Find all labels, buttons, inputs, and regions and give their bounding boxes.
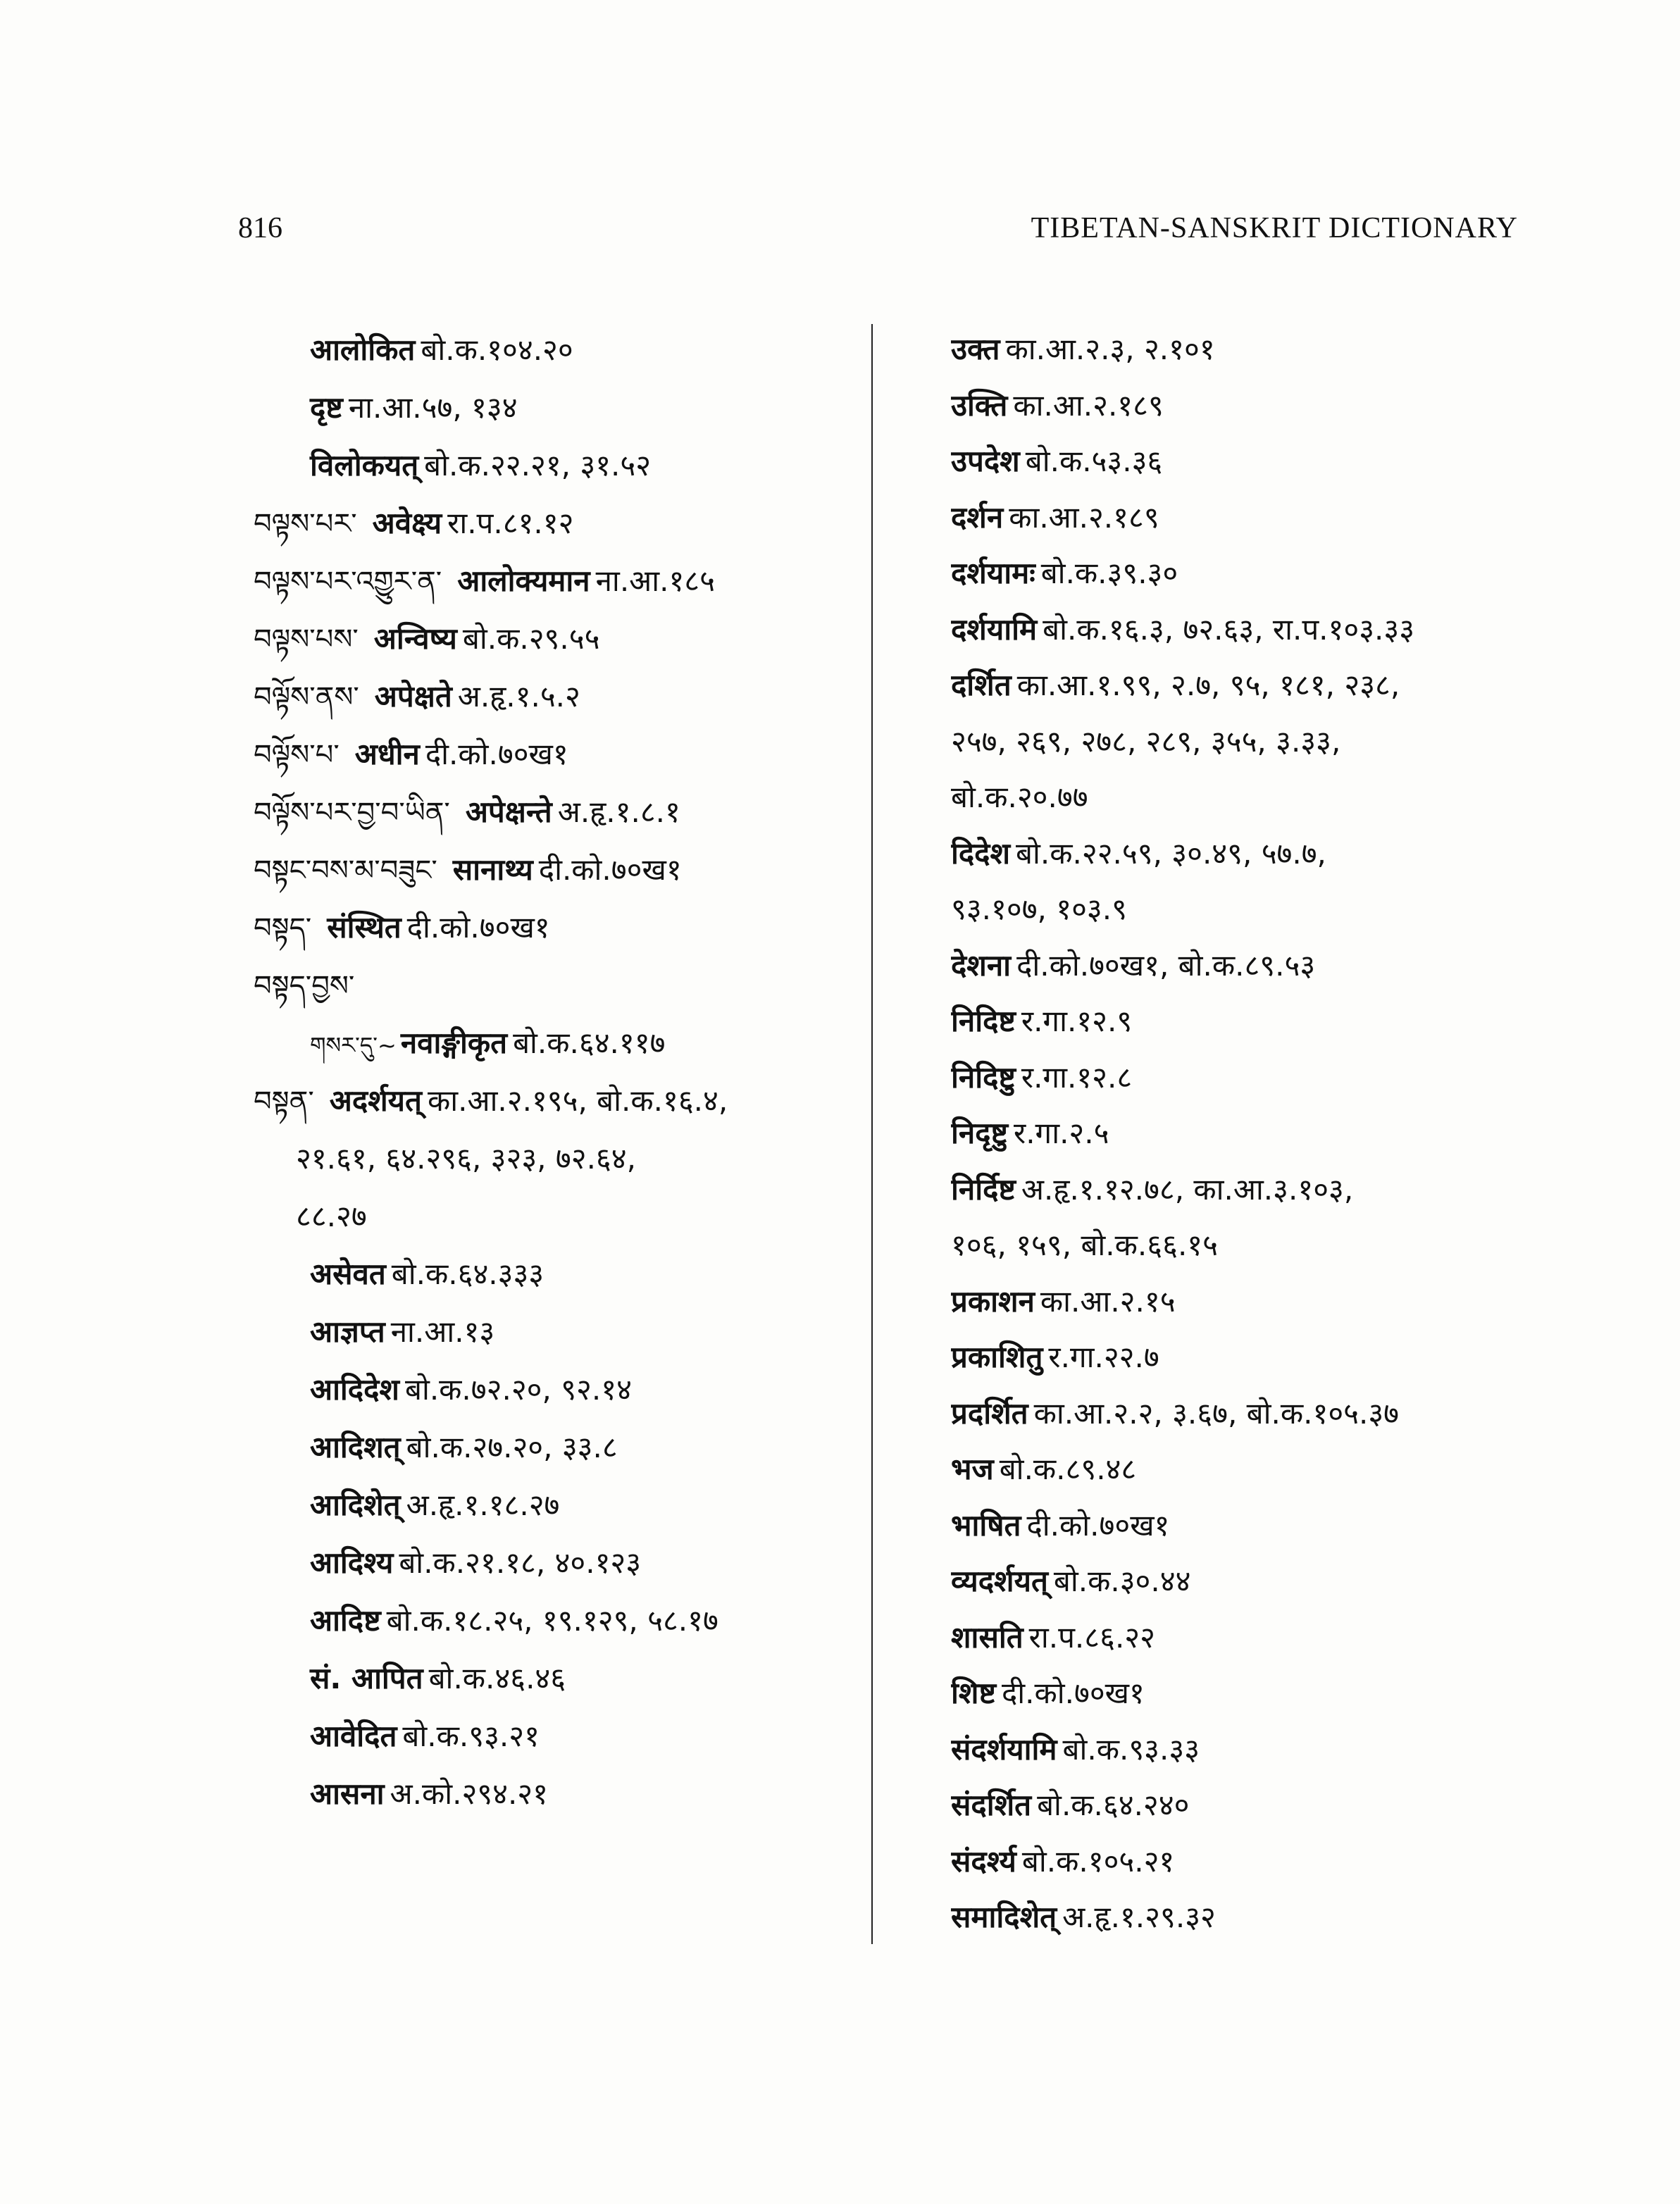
source-reference: बो.क.४६.४६ (428, 1661, 566, 1695)
dictionary-entry-line (951, 1050, 1529, 1106)
running-title: TIBETAN-SANSKRIT DICTIONARY (1031, 212, 1518, 244)
sanskrit-headword: आसना (310, 1776, 385, 1811)
dictionary-entry-line (254, 1361, 859, 1419)
sanskrit-headword: निदिष्ट (951, 1004, 1016, 1038)
dictionary-entry-line (951, 826, 1529, 882)
source-reference: का.आ.१.९९, २.७, ९५, १८१, २३८, (1016, 668, 1400, 702)
source-reference: दी.को.७०ख१ (1026, 1507, 1170, 1543)
sanskrit-headword: शासति (951, 1619, 1023, 1655)
source-reference: बो.क.३९.३० (1040, 556, 1178, 590)
dictionary-entry-line (254, 1765, 859, 1823)
dictionary-entry-line (951, 321, 1529, 378)
dictionary-entry-line (254, 1707, 859, 1765)
source-reference: रा.प.८१.१२ (447, 506, 574, 540)
tibetan-term: བསྟང་བས་མ་བཟུང་ (254, 854, 437, 887)
dictionary-entry-line (951, 993, 1529, 1050)
sanskrit-headword: निर्दिष्ट (951, 1171, 1016, 1207)
tibetan-term: བལྟོས་པ་ (254, 739, 340, 771)
sanskrit-headword: व्यदर्शयत् (951, 1564, 1048, 1598)
sanskrit-headword: समादिशेत् (951, 1900, 1057, 1934)
dictionary-entry-line (951, 1217, 1529, 1274)
source-reference: ९३.१०७, १०३.९ (951, 892, 1127, 926)
sanskrit-headword: उक्ति (951, 387, 1008, 423)
sanskrit-headword: आलोक्यमान (457, 564, 590, 598)
dictionary-entry-line (254, 726, 859, 783)
dictionary-entry-line (951, 433, 1529, 490)
sanskrit-headword: अपेक्षते (374, 679, 452, 714)
sanskrit-headword: भज (951, 1452, 994, 1486)
dictionary-entry-line (951, 1329, 1529, 1386)
sanskrit-headword: उक्त (951, 332, 1000, 366)
source-reference: बो.क.७२.२०, ९२.१४ (404, 1372, 632, 1407)
tibetan-term: བལྟས་པར་ (254, 508, 357, 540)
source-reference: बो.क.६४.२४० (1037, 1788, 1190, 1822)
source-reference: बो.क.२१.१८, ४०.१२३ (399, 1545, 642, 1580)
sanskrit-headword: आदिशत् (310, 1430, 401, 1464)
dictionary-entry-line (254, 494, 859, 552)
source-reference: बो.क.१०५.२१ (1021, 1843, 1175, 1879)
dictionary-entry-line (254, 783, 859, 841)
source-reference: अ.को.२९४.२१ (390, 1776, 548, 1811)
dictionary-entry-line (254, 668, 859, 726)
dictionary-entry-line (254, 841, 859, 899)
tibetan-term: བལྟས་པར་འགྱུར་ན་ (254, 566, 442, 598)
sanskrit-headword: शिष्ट (951, 1676, 996, 1710)
dictionary-entry-line (254, 1419, 859, 1476)
dictionary-entry-line (951, 1833, 1529, 1890)
dictionary-entry-line (254, 1130, 859, 1188)
sanskrit-headword: संस्थित (327, 910, 402, 945)
source-reference: ना.आ.१८५ (595, 564, 715, 598)
dictionary-entry-line (951, 1162, 1529, 1218)
tibetan-prefix: གསར་དུ་~ (310, 1032, 397, 1059)
source-reference: ना.आ.५७, १३४ (348, 390, 518, 425)
source-reference: १०६, १५९, बो.क.६६.१५ (951, 1228, 1218, 1262)
sanskrit-headword: विलोकयत् (310, 448, 419, 482)
source-reference: र.गा.२.५ (1014, 1116, 1109, 1150)
sanskrit-headword: अपेक्षन्ते (465, 795, 552, 829)
dictionary-entry-line (254, 1188, 859, 1245)
source-reference: बो.क.१६.३, ७२.६३, रा.प.१०३.३३ (1043, 611, 1415, 647)
source-reference: र.गा.१२.८ (1021, 1059, 1133, 1095)
dictionary-entry-line (951, 1777, 1529, 1833)
dictionary-entry-line (254, 552, 859, 610)
left-column (254, 321, 859, 1823)
sanskrit-headword: आज्ञप्त (310, 1314, 385, 1349)
source-reference: का.आ.२.१८९ (1013, 387, 1164, 423)
dictionary-entry-line (254, 1534, 859, 1592)
tibetan-term: བསྟན་ (254, 1085, 314, 1118)
source-reference: २१.६१, ६४.२९६, ३२३, ७२.६४, (296, 1141, 636, 1176)
dictionary-entry-line (254, 610, 859, 668)
dictionary-entry-line (951, 657, 1529, 714)
source-reference: दी.को.७०ख१, बो.क.८९.५३ (1016, 947, 1316, 983)
dictionary-entry-line (254, 1245, 859, 1303)
sanskrit-headword: उपदेश (951, 444, 1020, 478)
sanskrit-headword: अधीन (354, 737, 420, 771)
source-reference: र.गा.१२.९ (1021, 1004, 1133, 1038)
sanskrit-headword: दर्शयामि (951, 611, 1038, 647)
source-reference: बो.क.२०.७७ (951, 780, 1088, 814)
dictionary-entry-line (254, 1592, 859, 1650)
sanskrit-headword: दर्शयामः (951, 556, 1035, 590)
source-reference: दी.को.७०ख१ (1001, 1676, 1145, 1710)
sanskrit-headword: आदिदेश (310, 1372, 399, 1407)
source-reference: बो.क.२९.५५ (462, 621, 600, 656)
dictionary-entry-line (254, 1650, 859, 1707)
sanskrit-headword: आवेदित (310, 1719, 397, 1753)
source-reference: अ.हृ.१.२९.३२ (1062, 1900, 1216, 1934)
tibetan-term: བསྟད་ (254, 912, 312, 945)
source-reference: बो.क.९३.३३ (1062, 1731, 1200, 1767)
source-reference: अ.हृ.१.१२.७८, का.आ.३.१०३, (1021, 1171, 1354, 1207)
dictionary-entry-line (254, 437, 859, 494)
sanskrit-headword: संदर्शयामि (951, 1731, 1057, 1767)
sanskrit-headword: प्रकाशन (951, 1283, 1035, 1319)
column-divider (871, 324, 873, 1944)
dictionary-entry-line (951, 1441, 1529, 1498)
dictionary-entry-line (951, 881, 1529, 938)
dictionary-entry-line (951, 1889, 1529, 1945)
sanskrit-headword: संदर्शित (951, 1788, 1032, 1822)
tibetan-term: བལྟོས་པར་བྱ་བ་ཡིན་ (254, 797, 450, 829)
source-reference: बो.क.९३.२१ (402, 1719, 540, 1753)
sanskrit-headword: दिदेश (951, 835, 1011, 871)
source-reference: ना.आ.१३ (390, 1314, 495, 1349)
sanskrit-headword: अन्विष्य (373, 621, 457, 656)
dictionary-entry-line (951, 1498, 1529, 1554)
source-reference: का.आ.२.२, ३.६७, बो.क.१०५.३७ (1033, 1395, 1400, 1431)
source-reference: दी.को.७०ख१ (425, 737, 568, 771)
source-reference: का.आ.२.१५ (1040, 1283, 1176, 1319)
source-reference: र.गा.२२.७ (1048, 1340, 1159, 1374)
dictionary-entry-line (951, 1610, 1529, 1666)
source-reference: बो.क.६४.३३३ (391, 1257, 545, 1291)
right-column (951, 321, 1529, 1945)
source-reference: अ.हृ.१.५.२ (457, 679, 580, 714)
sanskrit-headword: भाषित (951, 1507, 1021, 1543)
dictionary-entry-line (951, 769, 1529, 826)
page-number: 816 (238, 212, 282, 244)
dictionary-entry-line (254, 321, 859, 379)
source-reference: बो.क.१८.२५, १९.१२९, ५८.१७ (386, 1603, 718, 1638)
dictionary-entry-line (951, 378, 1529, 434)
tibetan-term: བསྟད་བྱས་ (254, 970, 355, 1002)
sanskrit-headword: निदृष्टु (951, 1116, 1009, 1150)
source-reference: २५७, २६९, २७८, २८९, ३५५, ३.३३, (951, 723, 1341, 759)
sanskrit-headword: प्रकाशितु (951, 1340, 1043, 1374)
sanskrit-headword: नवाङ्गीकृत (400, 1026, 508, 1060)
source-reference: बो.क.६४.११७ (513, 1026, 666, 1060)
dictionary-entry-line (254, 899, 859, 957)
sanskrit-headword: दर्शित (951, 668, 1012, 702)
source-reference: रा.प.८६.२२ (1028, 1619, 1155, 1655)
dictionary-entry-line (951, 938, 1529, 994)
sanskrit-headword: आदिशेत् (310, 1488, 401, 1522)
dictionary-entry-line (254, 1476, 859, 1534)
dictionary-entry-line (951, 1722, 1529, 1778)
sanskrit-headword: आदिष्ट (310, 1603, 381, 1638)
dictionary-entry-line (951, 1553, 1529, 1610)
dictionary-entry-line (254, 1303, 859, 1361)
sanskrit-headword: निदिष्टु (951, 1059, 1016, 1095)
tibetan-term: བལྟས་པས་ (254, 623, 359, 656)
dictionary-entry-line (254, 957, 859, 1014)
dictionary-entry-line (951, 1386, 1529, 1442)
sanskrit-headword: प्रदर्शित (951, 1395, 1028, 1431)
source-reference: का.आ.२.३, २.१०१ (1005, 332, 1215, 366)
source-reference: ८८.२७ (296, 1199, 367, 1233)
source-reference: बो.क.२२.५९, ३०.४९, ५७.७, (1016, 835, 1326, 871)
sanskrit-headword: आदिश्य (310, 1545, 394, 1580)
source-reference: बो.क.२७.२०, ३३.८ (406, 1430, 618, 1464)
dictionary-entry-line (951, 714, 1529, 770)
source-reference: अ.हृ.१.८.१ (557, 795, 680, 829)
sanskrit-headword: देशना (951, 947, 1012, 983)
dictionary-entry-line (951, 1665, 1529, 1722)
source-reference: बो.क.१०४.२० (421, 332, 573, 367)
source-reference: बो.क.५३.३६ (1025, 444, 1163, 478)
sanskrit-headword: सानाथ्य (452, 852, 533, 887)
sanskrit-headword: दृष्ट (310, 390, 343, 425)
source-reference: दी.को.७०ख१ (406, 910, 550, 945)
sanskrit-headword: असेवत (310, 1257, 386, 1291)
tibetan-term: བལྟོས་ནས་ (254, 681, 359, 714)
sanskrit-headword: दर्शन (951, 499, 1004, 535)
source-reference: अ.हृ.१.१८.२७ (406, 1488, 560, 1522)
dictionary-entry-line (254, 1072, 859, 1130)
sanskrit-headword: संदर्श्य (951, 1843, 1016, 1879)
dictionary-entry-line (254, 1014, 859, 1072)
dictionary-entry-line (951, 490, 1529, 546)
dictionary-entry-line (951, 1274, 1529, 1330)
dictionary-entry-line (951, 1105, 1529, 1162)
sanskrit-headword: आलोकित (310, 332, 416, 367)
source-reference: बो.क.८९.४८ (999, 1452, 1137, 1486)
dictionary-entry-line (254, 379, 859, 437)
source-reference: बो.क.२२.२१, ३१.५२ (424, 448, 652, 482)
dictionary-entry-line (951, 602, 1529, 658)
sanskrit-headword: अवेक्ष्य (372, 506, 442, 540)
source-reference: दी.को.७०ख१ (538, 852, 682, 887)
sanskrit-headword: अदर्शयत् (329, 1083, 422, 1118)
dictionary-entry-line (951, 545, 1529, 602)
sanskrit-headword: सं. आपित (310, 1661, 423, 1695)
source-reference: का.आ.२.१९५, बो.क.१६.४, (428, 1083, 728, 1118)
source-reference: का.आ.२.१८९ (1009, 499, 1159, 535)
source-reference: बो.क.३०.४४ (1053, 1564, 1191, 1598)
